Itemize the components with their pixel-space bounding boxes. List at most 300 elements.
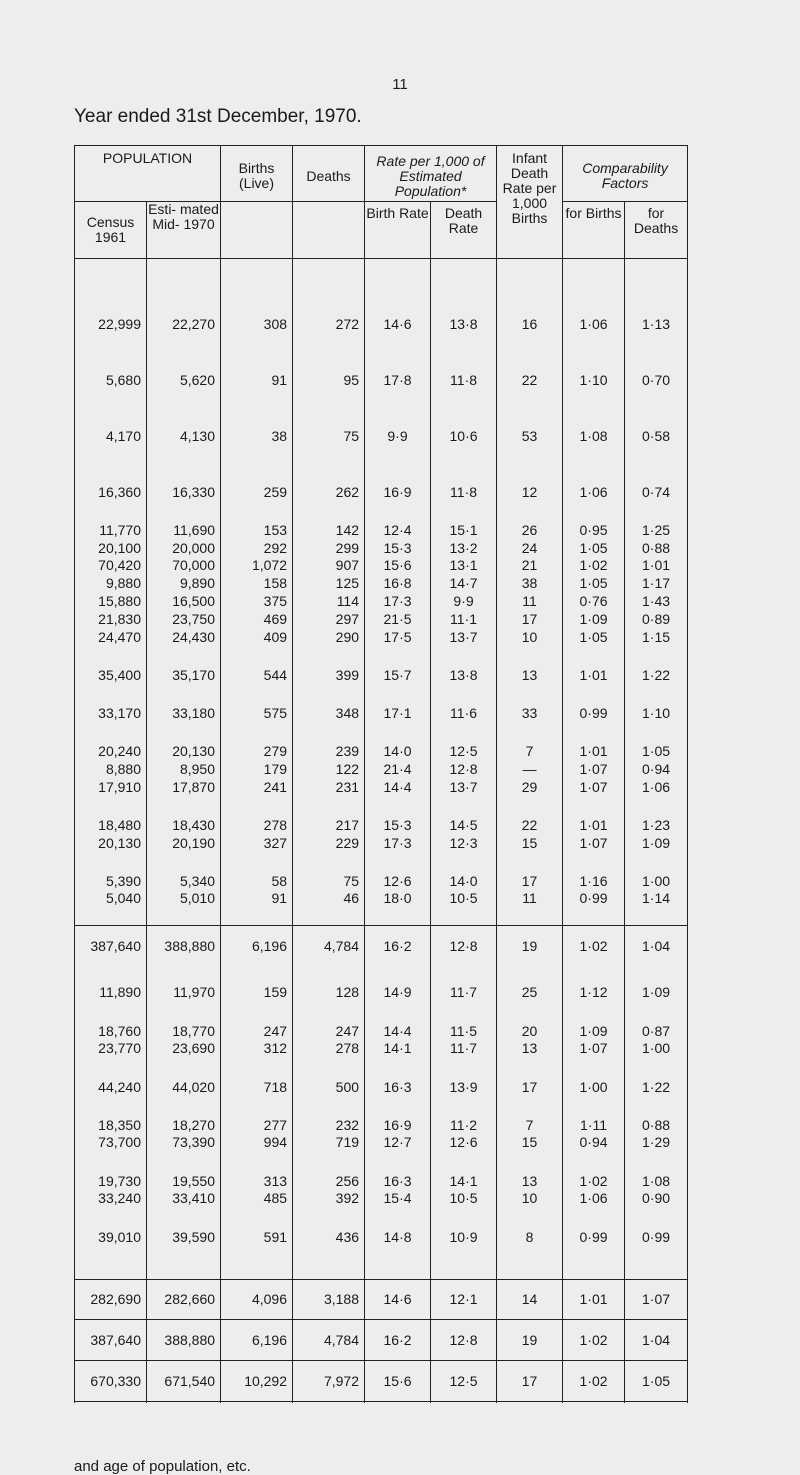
table-cell: 9,890 [147,574,221,592]
table-cell: 17 [497,1078,563,1096]
table-cell: 1·07 [563,1040,625,1058]
table-cell: 15,880 [75,592,147,610]
table-cell: 591 [221,1228,293,1246]
table-cell: 142 [293,521,365,539]
table-cell: 23,750 [147,610,221,628]
table-cell: 14·8 [365,1228,431,1246]
statistics-table [74,145,688,1402]
header-for-births: for Births [563,202,625,259]
table-cell: 13 [497,666,563,684]
table-cell: 20,100 [75,539,147,557]
table-cell: 671,540 [147,1360,221,1401]
table-cell: 20,190 [147,834,221,852]
table-cell: 387,640 [75,1320,147,1361]
table-cell: 670,330 [75,1360,147,1401]
table-cell: 1·12 [563,984,625,1002]
table-cell: 33 [497,704,563,722]
table-cell: 14·4 [365,778,431,796]
header-births: Births (Live) [221,146,293,202]
table-cell: 16·2 [365,926,431,966]
table-cell: 4,130 [147,427,221,445]
table-cell: 239 [293,742,365,760]
table-cell: 1·09 [563,610,625,628]
table-cell: 11·1 [431,610,497,628]
table-cell: 392 [293,1189,365,1207]
table-cell: 128 [293,984,365,1002]
table-row [75,984,688,1002]
table-cell: 1·06 [625,778,688,796]
table-cell: 46 [293,890,365,908]
table-cell: 22 [497,816,563,834]
table-cell: 15·7 [365,666,431,684]
table-cell: 14·6 [365,1279,431,1320]
table-cell: 11·8 [431,483,497,501]
table-cell: 44,020 [147,1078,221,1096]
table-cell: 12·1 [431,1279,497,1320]
table-cell: 17,910 [75,778,147,796]
table-cell: 16·9 [365,483,431,501]
table-cell: 14·0 [365,742,431,760]
table-row [75,1116,688,1134]
table-cell: 17·8 [365,371,431,389]
table-cell: 247 [221,1022,293,1040]
table-cell: 11·8 [431,371,497,389]
row-spacer [75,1207,688,1227]
table-row [75,427,688,445]
table-cell: 241 [221,778,293,796]
table-cell: 11·6 [431,704,497,722]
table-cell: 6,196 [221,926,293,966]
table-cell: 15 [497,1134,563,1152]
table-cell: 1·00 [563,1078,625,1096]
table-cell: 15·6 [365,1360,431,1401]
table-cell: 259 [221,483,293,501]
table-row [75,315,688,333]
total-row [75,926,688,966]
table-cell: 1·13 [625,315,688,333]
row-spacer [75,1401,688,1402]
table-cell: 18,270 [147,1116,221,1134]
table-cell: 1·09 [625,984,688,1002]
table-cell: 58 [221,872,293,890]
table-cell: 15·4 [365,1189,431,1207]
table-cell: 1·10 [625,704,688,722]
table-cell: 1·08 [625,1172,688,1190]
table-cell: 3,188 [293,1279,365,1320]
table-row [75,834,688,852]
table-cell: 18,350 [75,1116,147,1134]
table-cell: 20,130 [75,834,147,852]
table-row [75,610,688,628]
table-cell: 14·1 [365,1040,431,1058]
table-cell: 10·5 [431,890,497,908]
table-cell: 17,870 [147,778,221,796]
table-cell: 1·07 [563,778,625,796]
table-cell: 1·02 [563,557,625,575]
table-cell: 53 [497,427,563,445]
table-cell: 158 [221,574,293,592]
table-cell: 18,770 [147,1022,221,1040]
table-cell: 247 [293,1022,365,1040]
table-cell: 21·5 [365,610,431,628]
table-cell: 12·8 [431,1320,497,1361]
table-row [75,521,688,539]
table-cell: 29 [497,778,563,796]
table-cell: 10 [497,1189,563,1207]
table-cell: 18,480 [75,816,147,834]
table-cell: 5,390 [75,872,147,890]
table-cell: 17 [497,872,563,890]
table-cell: 262 [293,483,365,501]
table-row [75,1022,688,1040]
table-cell: 4,170 [75,427,147,445]
table-cell: 256 [293,1172,365,1190]
table-cell: 18,430 [147,816,221,834]
table-cell: 575 [221,704,293,722]
table-cell: 8 [497,1228,563,1246]
table-cell: 179 [221,760,293,778]
table-cell: 24,430 [147,628,221,646]
table-cell: 15 [497,834,563,852]
table-cell: 15·3 [365,539,431,557]
table-cell: 7 [497,742,563,760]
table-cell: 312 [221,1040,293,1058]
header-rate-group: Rate per 1,000 of Estimated Population* [365,146,497,202]
table-cell: 1·09 [625,834,688,852]
table-cell: 0·99 [625,1228,688,1246]
table-cell: 231 [293,778,365,796]
table-cell: 125 [293,574,365,592]
footer-note: and age of population, etc. [74,1458,251,1475]
row-spacer [75,1095,688,1115]
table-cell: 1·05 [625,742,688,760]
table-cell: 19 [497,1320,563,1361]
table-cell: 14·1 [431,1172,497,1190]
table-cell: 11·2 [431,1116,497,1134]
table-cell: 23,690 [147,1040,221,1058]
row-spacer [75,389,688,427]
table-cell: 15·1 [431,521,497,539]
table-cell: 75 [293,872,365,890]
table-cell: 12·5 [431,1360,497,1401]
table-cell: 1·02 [563,926,625,966]
table-cell: 282,660 [147,1279,221,1320]
table-cell: 11·7 [431,984,497,1002]
table-cell: 0·90 [625,1189,688,1207]
table-cell: 0·95 [563,521,625,539]
page-number: 11 [392,76,408,93]
table-cell: 19 [497,926,563,966]
table-cell: 38 [221,427,293,445]
table-cell: 0·88 [625,539,688,557]
table-cell: 19,550 [147,1172,221,1190]
row-spacer [75,501,688,521]
table-cell: 12 [497,483,563,501]
table-cell: 1·07 [563,834,625,852]
table-cell: 14·9 [365,984,431,1002]
table-row [75,778,688,796]
table-cell: 17·3 [365,834,431,852]
table-cell: 19,730 [75,1172,147,1190]
table-cell: 23,770 [75,1040,147,1058]
table-row [75,539,688,557]
table-cell: 10,292 [221,1360,293,1401]
table-cell: 11·5 [431,1022,497,1040]
table-cell: 16·3 [365,1172,431,1190]
table-row [75,592,688,610]
table-cell: 17·3 [365,592,431,610]
table-cell: 91 [221,890,293,908]
table-cell: 1·25 [625,521,688,539]
table-cell: 25 [497,984,563,1002]
table-cell: 0·99 [563,1228,625,1246]
table-cell: 11,690 [147,521,221,539]
table-cell: 5,010 [147,890,221,908]
table-cell: 1·02 [563,1320,625,1361]
header-deaths: Deaths [293,146,365,202]
row-spacer [75,907,688,925]
table-cell: 13 [497,1040,563,1058]
table-cell: 1·07 [563,760,625,778]
table-cell: 1·07 [625,1279,688,1320]
table-row [75,742,688,760]
table-cell: 12·4 [365,521,431,539]
total-row [75,1360,688,1401]
row-spacer [75,333,688,371]
table-cell: 44,240 [75,1078,147,1096]
table-cell: 348 [293,704,365,722]
table-cell: 13·8 [431,315,497,333]
table-row [75,1134,688,1152]
table-cell: 327 [221,834,293,852]
table-cell: 35,400 [75,666,147,684]
table-cell: 16·3 [365,1078,431,1096]
table-row [75,1040,688,1058]
table-cell: 277 [221,1116,293,1134]
table-cell: 24 [497,539,563,557]
table-cell: 4,784 [293,926,365,966]
table-row [75,816,688,834]
table-cell: 7,972 [293,1360,365,1401]
table-cell: 9·9 [365,427,431,445]
table-cell: 299 [293,539,365,557]
table-cell: 0·88 [625,1116,688,1134]
table-cell: 39,590 [147,1228,221,1246]
table-cell: 10·9 [431,1228,497,1246]
table-cell: 22,270 [147,315,221,333]
table-row [75,760,688,778]
table-cell: 13 [497,1172,563,1190]
table-cell: 24,470 [75,628,147,646]
table-cell: 1·01 [563,816,625,834]
table-row [75,371,688,389]
table-cell: 16 [497,315,563,333]
table-cell: 297 [293,610,365,628]
table-cell: 17 [497,610,563,628]
row-spacer [75,259,688,316]
table-cell: 0·58 [625,427,688,445]
table-cell: 14·4 [365,1022,431,1040]
header-birth-rate: Birth Rate [365,202,431,259]
table-row [75,704,688,722]
table-cell: 12·3 [431,834,497,852]
table-cell: 8,950 [147,760,221,778]
table-cell: 994 [221,1134,293,1152]
table-cell: 1·05 [563,539,625,557]
table-cell: 1·01 [563,666,625,684]
table-cell: 1·01 [625,557,688,575]
header-death-rate: Death Rate [431,202,497,259]
table-row [75,574,688,592]
table-cell: 20,240 [75,742,147,760]
table-cell: 5,040 [75,890,147,908]
header-deaths-cont [293,202,365,259]
table-cell: 436 [293,1228,365,1246]
table-cell: 1·15 [625,628,688,646]
header-comparability: Comparability Factors [563,146,688,202]
table-cell: 232 [293,1116,365,1134]
table-cell: 15·3 [365,816,431,834]
table-cell: 544 [221,666,293,684]
table-cell: 313 [221,1172,293,1190]
row-spacer [75,1245,688,1279]
table-cell: 1·00 [625,1040,688,1058]
table-cell: 1·09 [563,1022,625,1040]
header-for-deaths: for Deaths [625,202,688,259]
table-cell: 114 [293,592,365,610]
table-cell: 10·5 [431,1189,497,1207]
table-cell: 20,130 [147,742,221,760]
table-cell: 15·6 [365,557,431,575]
header-census: Census 1961 [75,202,147,259]
table-cell: 1·06 [563,1189,625,1207]
table-cell: 26 [497,521,563,539]
table-cell: 12·7 [365,1134,431,1152]
row-spacer [75,684,688,704]
table-cell: 0·70 [625,371,688,389]
table-cell: 1·29 [625,1134,688,1152]
row-spacer [75,796,688,816]
table-cell: 14 [497,1279,563,1320]
table-cell: 17·5 [365,628,431,646]
table-cell: 14·5 [431,816,497,834]
table-cell: 5,340 [147,872,221,890]
table-cell: 21,830 [75,610,147,628]
table-cell: 0·94 [563,1134,625,1152]
table-cell: 485 [221,1189,293,1207]
table-cell: 292 [221,539,293,557]
table-cell: 399 [293,666,365,684]
table-cell: 4,784 [293,1320,365,1361]
table-cell: 73,700 [75,1134,147,1152]
total-row [75,1279,688,1320]
table-cell: 308 [221,315,293,333]
table-cell: 13·8 [431,666,497,684]
table-cell: 13·9 [431,1078,497,1096]
table-cell: 409 [221,628,293,646]
table-cell: 70,420 [75,557,147,575]
table-cell: 33,240 [75,1189,147,1207]
table-cell: 907 [293,557,365,575]
table-cell: 13·2 [431,539,497,557]
table-cell: 11·7 [431,1040,497,1058]
table-cell: 278 [293,1040,365,1058]
table-cell: 91 [221,371,293,389]
table-cell: 35,170 [147,666,221,684]
table-cell: 13·7 [431,628,497,646]
table-cell: 4,096 [221,1279,293,1320]
table-cell: 21·4 [365,760,431,778]
table-cell: 1·17 [625,574,688,592]
table-cell: 217 [293,816,365,834]
header-estimated: Esti- mated Mid- 1970 [147,202,221,259]
table-cell: 1·02 [563,1172,625,1190]
table-cell: 20,000 [147,539,221,557]
page-title: Year ended 31st December, 1970. [74,106,362,127]
table-cell: 1·04 [625,1320,688,1361]
table-cell: 39,010 [75,1228,147,1246]
table-cell: 95 [293,371,365,389]
table-cell: 9,880 [75,574,147,592]
table-cell: 1·43 [625,592,688,610]
table-cell: — [497,760,563,778]
table-cell: 16·9 [365,1116,431,1134]
table-cell: 33,410 [147,1189,221,1207]
table-cell: 20 [497,1022,563,1040]
row-spacer [75,966,688,984]
table-cell: 11,970 [147,984,221,1002]
table-body [75,259,688,1403]
table-cell: 0·89 [625,610,688,628]
table-cell: 1·06 [563,483,625,501]
table-cell: 17 [497,1360,563,1401]
table-row [75,1172,688,1190]
table-cell: 1·22 [625,1078,688,1096]
table-cell: 12·6 [365,872,431,890]
table-cell: 16·8 [365,574,431,592]
table-cell: 1·08 [563,427,625,445]
table-cell: 229 [293,834,365,852]
table-cell: 13·1 [431,557,497,575]
table-cell: 75 [293,427,365,445]
table-cell: 18,760 [75,1022,147,1040]
table-cell: 12·8 [431,926,497,966]
table-cell: 1·01 [563,742,625,760]
table-cell: 11 [497,890,563,908]
table-cell: 1·22 [625,666,688,684]
table-cell: 279 [221,742,293,760]
table-cell: 11,770 [75,521,147,539]
table-cell: 0·76 [563,592,625,610]
table-cell: 11,890 [75,984,147,1002]
table-cell: 9·9 [431,592,497,610]
table-cell: 278 [221,816,293,834]
table-cell: 469 [221,610,293,628]
table-cell: 8,880 [75,760,147,778]
table-cell: 10·6 [431,427,497,445]
table-row [75,628,688,646]
table-cell: 11 [497,592,563,610]
table-cell: 1,072 [221,557,293,575]
row-spacer [75,1057,688,1077]
table-cell: 14·0 [431,872,497,890]
table-cell: 718 [221,1078,293,1096]
table-cell: 33,180 [147,704,221,722]
table-cell: 122 [293,760,365,778]
table-cell: 1·23 [625,816,688,834]
row-spacer [75,445,688,483]
row-spacer [75,646,688,666]
